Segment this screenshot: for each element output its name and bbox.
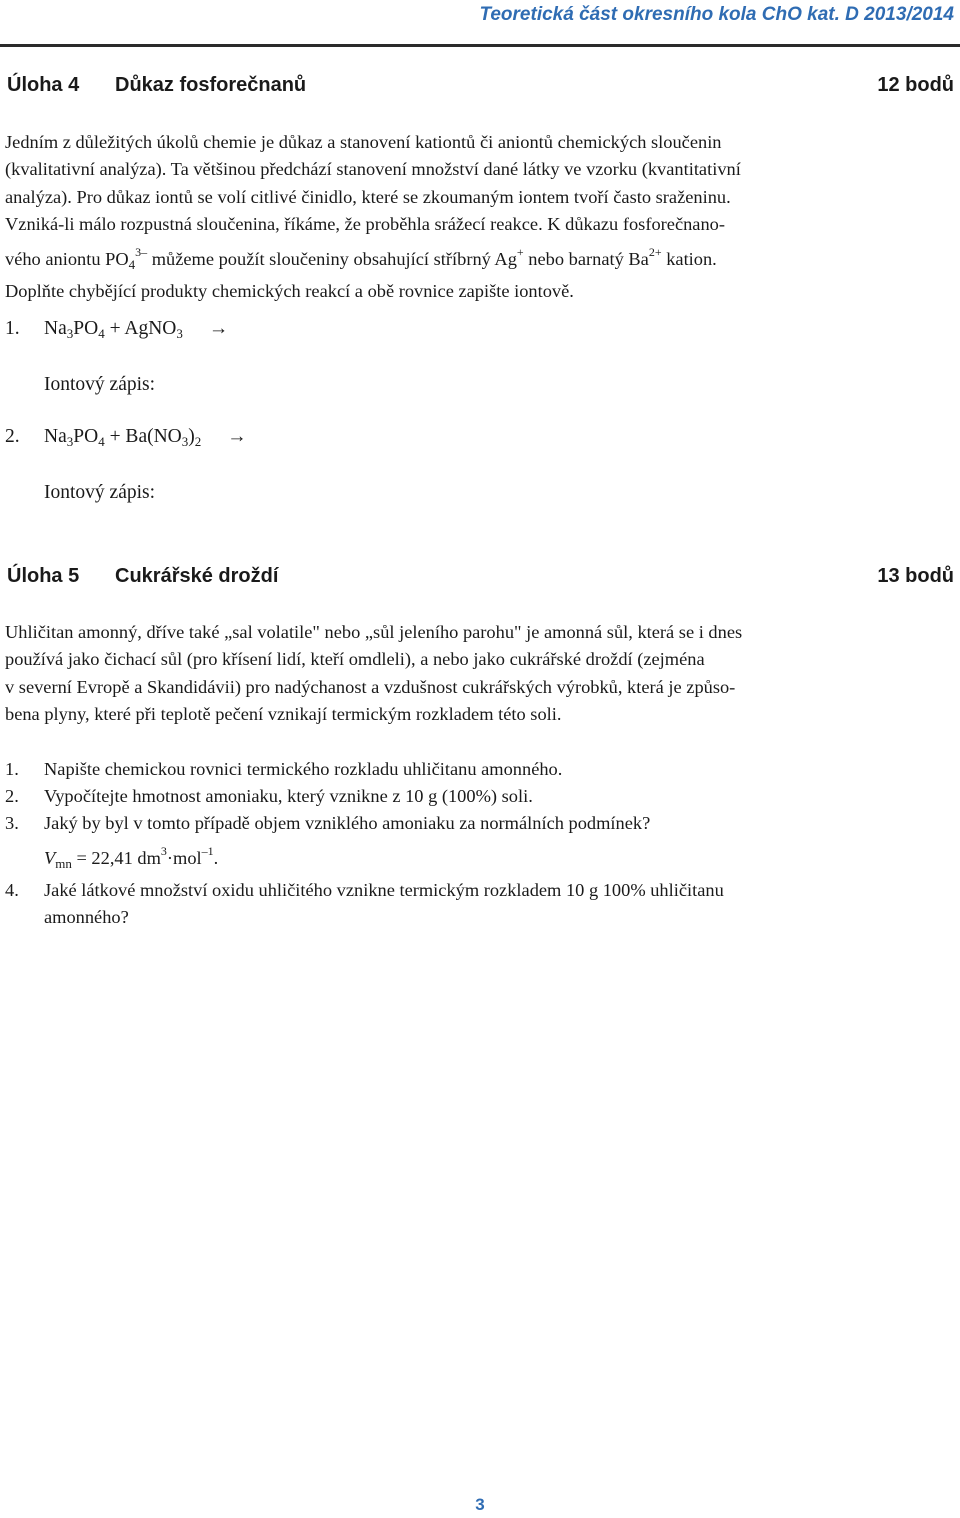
document-header: Teoretická část okresního kola ChO kat. D 2013/2014 [479,4,954,25]
question-item: 2. Vypočítejte hmotnost amoniaku, který vznikne z 10 g (100%) soli. [5,786,533,807]
arrow-icon: → [227,426,247,447]
equation-1: 1. $Na_3PO_4$ + AgNO$_3$ → [5,318,229,341]
page-number: 3 [475,1495,485,1514]
molar-volume-note: $V_{mn} = 22,41$ $dm^3\cdot mol^{-1}$. [44,843,219,871]
task4-title: Důkaz fosforečnanů [115,74,307,96]
task5-heading [7,565,954,595]
paragraph-line: vého aniontu $PO_4^{3-}$ můžeme použít sloučeniny obsahující stříbrný Ag+ nebo barnatý $Ba^{2+}$ kation. [5,244,717,272]
question-item-continuation: amonného? [44,907,129,928]
task5-paragraph [5,619,955,729]
question-item: 4. Jaké látkové množství oxidu uhličitého vznikne termickým rozkladem 10 g 100% uhličitanu [5,879,724,900]
paragraph-line: Uhličitan amonný, dříve také „sal volatile" nebo „sůl jeleního parohu" je amonná sůl, která se i dnes [5,622,743,642]
ionic-label-1: Iontový zápis: [44,374,156,395]
paragraph-line: v severní Evropě a Skandidávii) pro nadýchanost a vzdušnost cukrářských výrobků, která je způso- [5,676,736,697]
header-rule [0,44,960,47]
task4-paragraph [5,129,955,305]
ionic-label-2: Iontový zápis: [44,482,156,503]
task5-points: 13 bodů [877,565,954,587]
paragraph-line: Vzniká-li málo rozpustná sloučenina, říkáme, že proběhla srážecí reakce. K důkazu fosforečnano- [5,214,725,235]
task4-points: 12 bodů [877,74,954,96]
arrow-icon: → [208,318,229,339]
task4-heading [7,74,954,104]
paragraph-line: používá jako čichací sůl (pro křísení lidí, kteří omdleli), a nebo jako cukrářské droždí (zejména [5,649,705,670]
paragraph-line: bena plyny, které při teplotě pečení vznikají termickým rozkladem této soli. [5,704,562,725]
task5-number: Úloha 5 [7,565,80,587]
question-item: 3. Jaký by byl v tomto případě objem vzniklého amoniaku za normálních podmínek? [5,813,651,834]
task4-number: Úloha 4 [7,74,80,96]
task5-questions [5,756,724,931]
task5-title: Cukrářské droždí [115,565,279,587]
paragraph-line: (kvalitativní analýza). Ta většinou předchází stanovení množství dané látky ve vzorku (kvantitativní [5,159,741,180]
equation-2: 2. $Na_3PO_4 + Ba(NO_3)_2$ → [5,426,247,449]
paragraph-line: Jedním z důležitých úkolů chemie je důkaz a stanovení kationtů či aniontů chemických sloučenin [5,132,722,152]
paragraph-line: Doplňte chybějící produkty chemických reakcí a obě rovnice zapište iontově. [5,281,574,302]
paragraph-line: analýza). Pro důkaz iontů se volí citlivé činidlo, které se zkoumaným iontem tvoří často sraženinu. [5,186,731,207]
question-item: 1. Napište chemickou rovnici termického rozkladu uhličitanu amonného. [5,759,563,779]
